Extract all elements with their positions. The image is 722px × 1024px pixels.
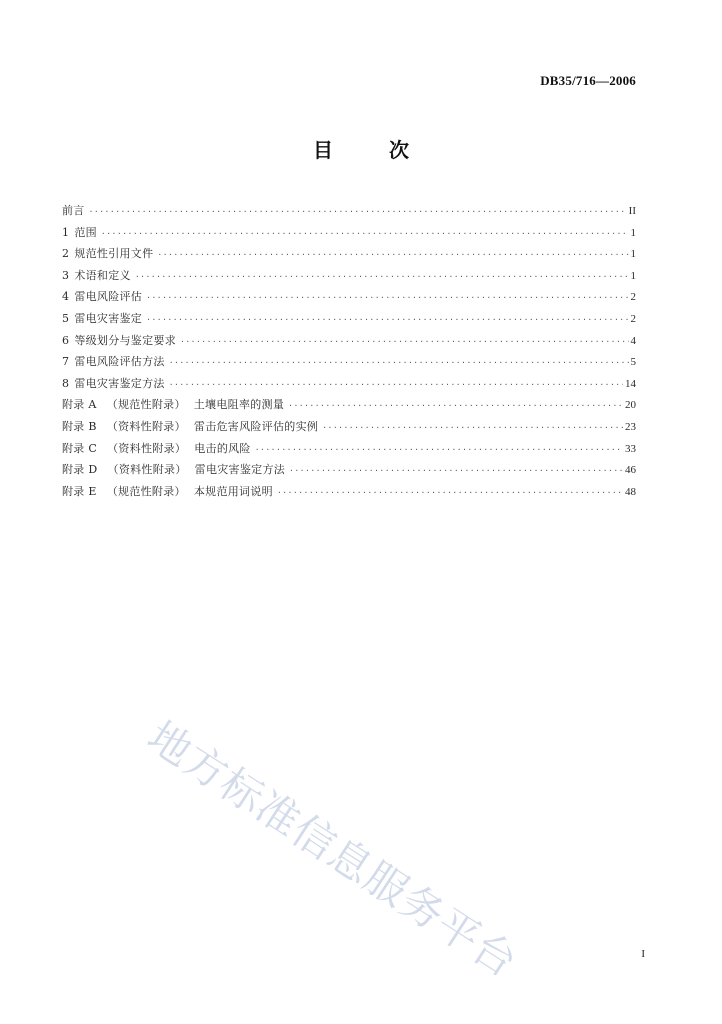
toc-page-number: 46 [625, 464, 636, 477]
dot-leader [277, 482, 623, 504]
toc-entry-label: 8 雷电灾害鉴定方法 [62, 376, 165, 390]
toc-page-number: 5 [630, 356, 636, 369]
dot-leader [180, 331, 628, 353]
toc-page-number: 20 [625, 399, 636, 412]
dot-leader [157, 244, 628, 266]
table-of-contents [62, 200, 636, 502]
dot-leader [289, 460, 623, 482]
dot-leader [101, 223, 629, 245]
toc-entry-annex-c[interactable] [62, 438, 636, 460]
dot-leader [146, 309, 628, 331]
toc-entry-label: 前言 [62, 204, 85, 217]
toc-entry-scope[interactable] [62, 222, 636, 244]
toc-entry-label: 4 雷电风险评估 [62, 290, 143, 304]
toc-entry-annex-d[interactable] [62, 459, 636, 481]
toc-entry-label: 2 规范性引用文件 [62, 247, 154, 261]
toc-entry-grading-requirements[interactable] [62, 330, 636, 352]
toc-entry-label: 附录 A （规范性附录） 土壤电阻率的测量 [62, 398, 285, 412]
watermark-text: 地方标准信息服务平台 [138, 711, 527, 988]
toc-entry-label: 附录 D （资料性附录） 雷电灾害鉴定方法 [62, 463, 286, 477]
toc-page-number: 33 [625, 442, 636, 455]
toc-page-number: 4 [630, 334, 636, 347]
document-code: DB35/716—2006 [540, 73, 636, 88]
dot-leader [169, 352, 629, 374]
dot-leader [135, 266, 629, 288]
toc-entry-annex-b[interactable] [62, 416, 636, 438]
toc-entry-label: 1 范围 [62, 225, 97, 239]
toc-entry-label: 附录 C （资料性附录） 电击的风险 [62, 441, 251, 455]
dot-leader [89, 201, 627, 223]
page-number: I [641, 948, 645, 960]
dot-leader [255, 439, 623, 461]
dot-leader [169, 374, 623, 396]
toc-entry-risk-assessment[interactable] [62, 286, 636, 308]
toc-entry-foreword[interactable] [62, 200, 636, 222]
toc-page-number: 1 [630, 248, 636, 261]
toc-entry-label: 附录 B （资料性附录） 雷击危害风险评估的实例 [62, 419, 319, 433]
toc-entry-terms-definitions[interactable] [62, 265, 636, 287]
toc-entry-label: 附录 E （规范性附录） 本规范用词说明 [62, 484, 273, 498]
toc-page-number: 14 [625, 377, 636, 390]
toc-entry-label: 6 等级划分与鉴定要求 [62, 333, 177, 347]
toc-entry-normative-references[interactable] [62, 243, 636, 265]
toc-entry-annex-a[interactable] [62, 394, 636, 416]
toc-page-number: 1 [630, 226, 636, 239]
toc-entry-risk-assessment-methods[interactable] [62, 351, 636, 373]
toc-entry-label: 3 术语和定义 [62, 268, 131, 282]
title-char-2: 次 [389, 138, 409, 162]
page-title [0, 134, 722, 163]
toc-page-number: 48 [625, 485, 636, 498]
dot-leader [288, 395, 623, 417]
toc-entry-identification-methods[interactable] [62, 373, 636, 395]
toc-page-number: 2 [630, 312, 636, 325]
dot-leader [322, 417, 623, 439]
toc-page-number: 23 [625, 420, 636, 433]
toc-entry-annex-e[interactable] [62, 481, 636, 503]
toc-page-number: 1 [630, 269, 636, 282]
toc-entry-disaster-identification[interactable] [62, 308, 636, 330]
toc-entry-label: 7 雷电风险评估方法 [62, 355, 165, 369]
toc-page-number: 2 [630, 291, 636, 304]
toc-page-number: II [628, 205, 636, 217]
title-char-1: 目 [313, 138, 333, 162]
toc-entry-label: 5 雷电灾害鉴定 [62, 311, 143, 325]
dot-leader [146, 287, 628, 309]
